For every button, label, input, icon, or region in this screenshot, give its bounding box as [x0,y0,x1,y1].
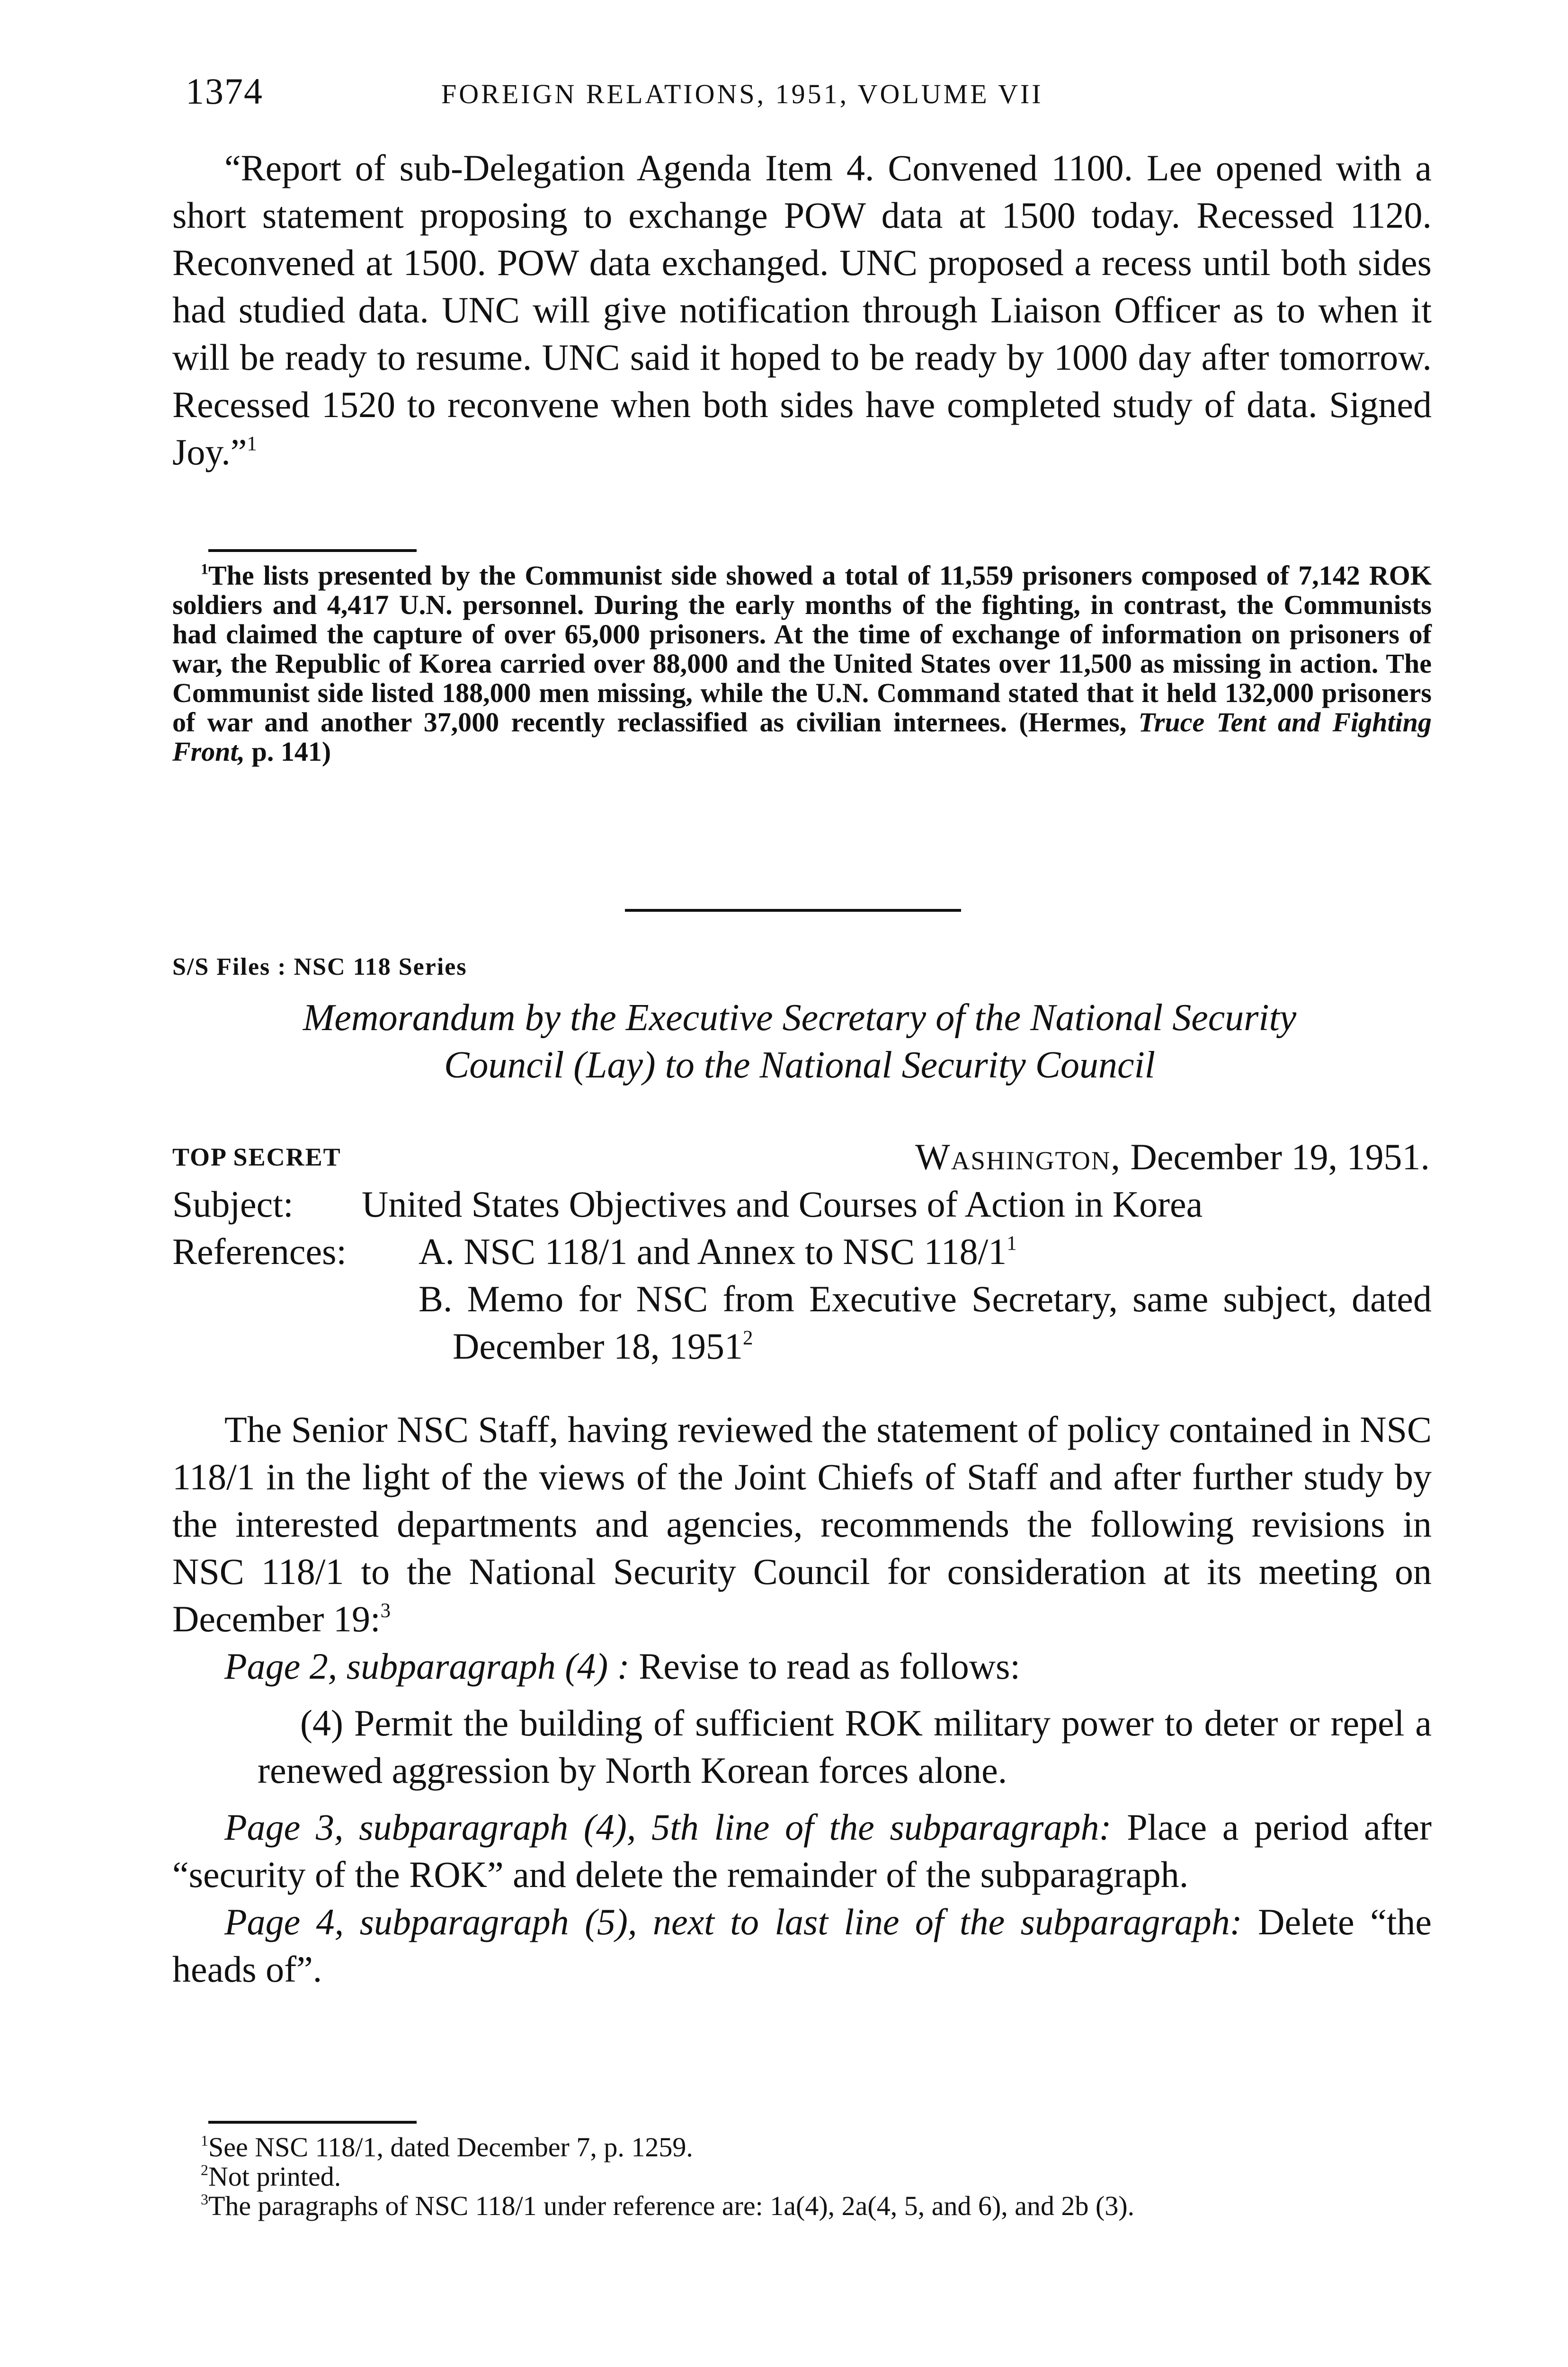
page-number: 1374 [186,71,263,112]
section-divider [625,909,961,912]
place: Washington, [915,1136,1122,1177]
footnote-text: The paragraphs of NSC 118/1 under reference are: 1a(4), 2a(4, 5, and 6), and 2b (3). [208,2190,1135,2221]
report-text: “Report of sub-Delegation Agenda Item 4. Convened 1100. Lee opened with a short statement proposing to exchange POW data at 1500 today. Recessed 1120. Reconvened at 1500. POW data exchanged. UNC proposed a recess until both sides had studied data. UNC will give notification through Liaison Officer as to when it will be ready to resume. UNC said it hoped to be ready by 1000 day after tomorrow. Recessed 1520 to reconvene when both sides have completed study of data. Signed Joy.” [172,147,1432,472]
revision-2 [172,1804,1432,1898]
footnotes-bottom [172,2133,1432,2221]
title-line-2: Council (Lay) to the National Security Council [444,1044,1156,1086]
revision-2-ref: Page 3, subparagraph (4), 5th line of the subparagraph: [224,1806,1112,1848]
reference-b-text: B. Memo for NSC from Executive Secretary, same subject, dated December 18, 1951 [419,1278,1432,1367]
subject-text: United States Objectives and Courses of Action in Korea [362,1184,1203,1225]
footnote-marker: 2 [742,1326,753,1349]
footnote-marker: 1 [201,561,208,578]
revision-3 [172,1898,1432,1993]
book-title: Truce Tent and Fighting Front, [172,707,1432,767]
revision-3-ref: Page 4, subparagraph (5), next to last line of the subparagraph: [224,1901,1242,1942]
footnote-3 [172,2191,1432,2221]
date: December 19, 1951. [1130,1136,1430,1177]
classification-label: TOP SECRET [172,1143,341,1171]
running-title: FOREIGN RELATIONS, 1951, VOLUME VII [441,79,1043,109]
footnote-marker: 1 [247,432,257,455]
intro-text: The Senior NSC Staff, having reviewed the statement of policy contained in NSC 118/1 in the light of the views of the Joint Chiefs of Staff and after further study by the interested departments and agencies, recommends the following revisions in NSC 118/1 to the National Security Council for consideration at its meeting on December 19: [172,1409,1432,1639]
file-reference: S/S Files : NSC 118 Series [172,953,467,980]
footnote-rule [208,2121,417,2124]
revision-2-text: Place a period after “security of the ROK” and delete the remainder of the subparagraph. [172,1806,1432,1895]
footnote-text: p. 141) [251,736,331,767]
intro-paragraph [172,1406,1432,1643]
footnote-text: The lists presented by the Communist side showed a total of 11,559 prisoners composed of 7,142 ROK soldiers and 4,417 U.N. personnel. During the early months of the fighting, in contrast, the Communists had claimed the capture of over 65,000 prisoners. At the time of exchange of information on prisoners of war, the Republic of Korea carried over 88,000 and the United States over 11,500 as missing in action. The Communist side listed 188,000 men missing, while the U.N. Command stated that it held 132,000 prisoners of war and another 37,000 recently reclassified as civilian internees. (Hermes, [172,560,1432,738]
references-row [172,1228,1432,1370]
subject-row [172,1181,1432,1228]
revision-1-quote: (4) Permit the building of sufficient ROK military power to deter or repel a renewed aggression by North Korean forces alone. [258,1702,1432,1791]
footnote-marker: 1 [201,2132,208,2149]
footnote-top [172,561,1432,766]
footnote-text: Not printed. [208,2161,341,2192]
footnote-marker: 2 [201,2162,208,2179]
memo-meta [172,1181,1432,1370]
document-title [172,994,1427,1089]
footnote-marker: 3 [380,1599,391,1622]
reference-b [377,1275,1432,1370]
report-paragraph [172,144,1432,476]
page-header [186,70,1435,113]
footnote-marker: 3 [201,2191,208,2208]
footnote-rule [208,549,417,552]
revision-1-ref: Page 2, subparagraph (4) : [224,1646,630,1687]
footnote-1 [172,2133,1432,2162]
title-line-1: Memorandum by the Executive Secretary of the National Security [303,997,1297,1039]
reference-a [419,1228,1432,1275]
reference-a-text: A. NSC 118/1 and Annex to NSC 118/1 [419,1231,1007,1272]
footnote-text: See NSC 118/1, dated December 7, p. 1259. [208,2132,693,2162]
subject-label: Subject: [172,1184,294,1225]
memo-body [172,1406,1432,1993]
revision-1 [172,1643,1432,1690]
references-list [419,1228,1432,1370]
revision-1-text: Revise to read as follows: [639,1646,1021,1687]
references-label: References: [172,1231,347,1272]
revision-3-text: Delete “the heads of”. [172,1901,1432,1990]
footnote-marker: 1 [1007,1232,1017,1255]
dateline [814,1133,1430,1181]
footnote-2 [172,2162,1432,2191]
